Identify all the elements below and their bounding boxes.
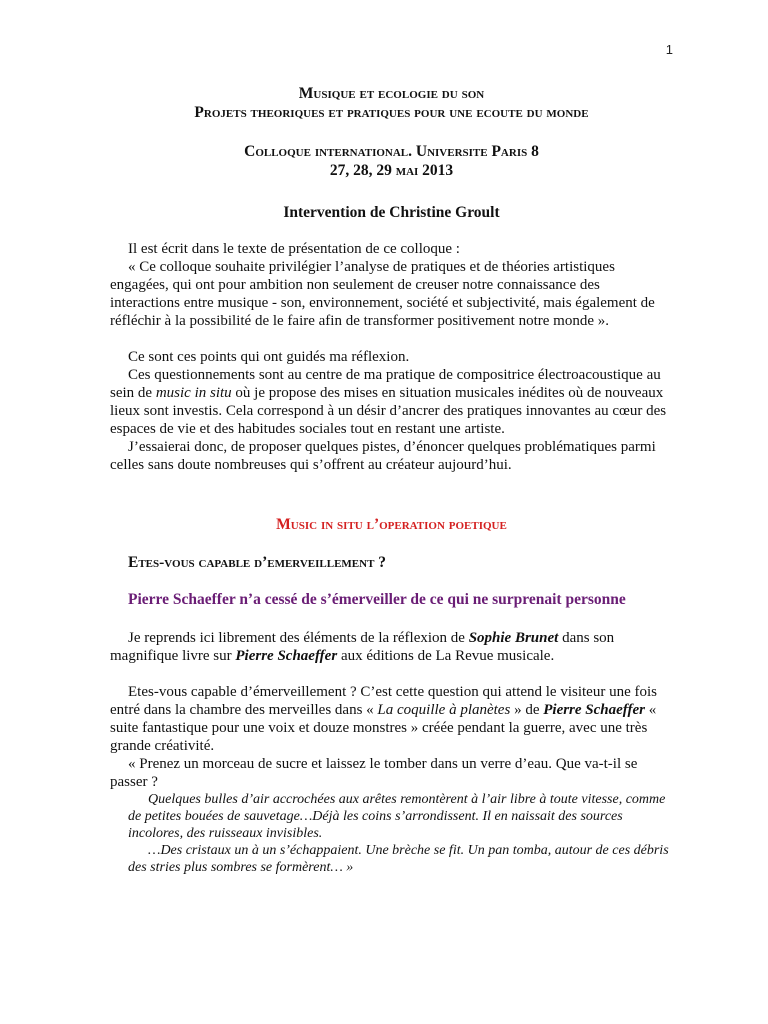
brunet-text bbox=[110, 629, 673, 665]
conference-name: Colloque international. Universite Paris 8 bbox=[244, 143, 539, 160]
wonder-p1-start: Etes-vous capable d’émerveillement ? C’est cette question qui attend le visiteur une fois entré dans la chambre des merveilles dans « bbox=[110, 684, 657, 718]
intro-lead: Il est écrit dans le texte de présentation de ce colloque : bbox=[128, 241, 460, 257]
author-name-brunet: Sophie Brunet bbox=[468, 630, 559, 646]
brunet-start: Je reprends ici librement des éléments de la réflexion de bbox=[128, 630, 469, 646]
schaeffer-heading: Pierre Schaeffer n’a cessé de s’émerveiller de ce qui ne surprenait personne bbox=[128, 591, 626, 608]
wonder-p1-end: « suite fantastique pour une voix et douze monstres » créée pendant la guerre, avec une très grande créativité. bbox=[110, 702, 657, 754]
wonder-paragraph bbox=[110, 683, 673, 876]
reflection-p2 bbox=[110, 366, 673, 438]
reflection-p1: Ce sont ces points qui ont guidés ma réflexion. bbox=[128, 349, 410, 365]
document-body bbox=[110, 84, 673, 876]
reflection-paragraph bbox=[110, 348, 673, 474]
music-in-situ-term: music in situ bbox=[155, 385, 232, 401]
italic-quote-1: Quelques bulles d’air accrochées aux arêtes remontèrent à l’air libre à toute vitesse, comme de petites bouées de sauvetage…Déjà les coins s’arrondissent. Il en naissait des sources incolores, des ruisseaux invisibles. bbox=[128, 792, 666, 841]
page-number: 1 bbox=[665, 42, 673, 57]
brunet-middle: dans son magnifique livre sur bbox=[110, 630, 615, 664]
italic-quote-2: …Des cristaux un à un s’échappaient. Une brèche se fit. Un pan tomba, autour de ces débris des stries plus sombres se formèrent… » bbox=[128, 843, 669, 875]
reflection-p2-start: Ces questionnements sont au centre de ma pratique de compositrice électroacoustique au sein de bbox=[110, 367, 661, 401]
section-heading: Music in situ l’operation poetique bbox=[276, 516, 507, 533]
brunet-paragraph bbox=[110, 629, 673, 665]
conference-dates: 27, 28, 29 mai 2013 bbox=[329, 162, 454, 179]
work-title: La coquille à planètes bbox=[377, 702, 511, 718]
brunet-end: aux éditions de La Revue musicale. bbox=[337, 648, 555, 664]
conference-info bbox=[110, 142, 673, 180]
composer-name: Pierre Schaeffer bbox=[543, 702, 646, 718]
intro-quote: « Ce colloque souhaite privilégier l’analyse de pratiques et de théories artistiques engagées, qui ont pour ambition non seulement de creuser notre connaissance des interactions entre musique - son, environnement, société et subjectivité, mais également de réfléchir à la possibilité de le faire afin de transformer positivement notre monde ». bbox=[110, 259, 655, 329]
wonder-p1-mid: » de bbox=[510, 702, 544, 718]
subsection-heading: Etes-vous capable d’emerveillement ? bbox=[128, 554, 387, 571]
wonder-p2: « Prenez un morceau de sucre et laissez le tomber dans un verre d’eau. Que va-t-il se passer ? bbox=[110, 756, 638, 790]
intervention-heading: Intervention de Christine Groult bbox=[283, 204, 500, 221]
author-name-schaeffer: Pierre Schaeffer bbox=[235, 648, 338, 664]
reflection-p2-end: où je propose des mises en situation musicales inédites où de nouveaux lieux sont investis. Cela correspond à un désir d’ancrer des pratiques innovantes au cœur des espaces de vie et des habitudes sociales tout en restant une artiste. bbox=[110, 385, 667, 437]
document-title bbox=[110, 84, 673, 122]
intro-paragraph bbox=[110, 240, 673, 330]
wonder-p1 bbox=[110, 683, 673, 755]
title-line-2: Projets theoriques et pratiques pour une ecoute du monde bbox=[194, 104, 589, 121]
title-line-1: Musique et ecologie du son bbox=[298, 85, 485, 102]
reflection-p3: J’essaierai donc, de proposer quelques pistes, d’énoncer quelques problématiques parmi celles sans doute nombreuses qui s’offrent au créateur aujourd’hui. bbox=[110, 439, 656, 473]
